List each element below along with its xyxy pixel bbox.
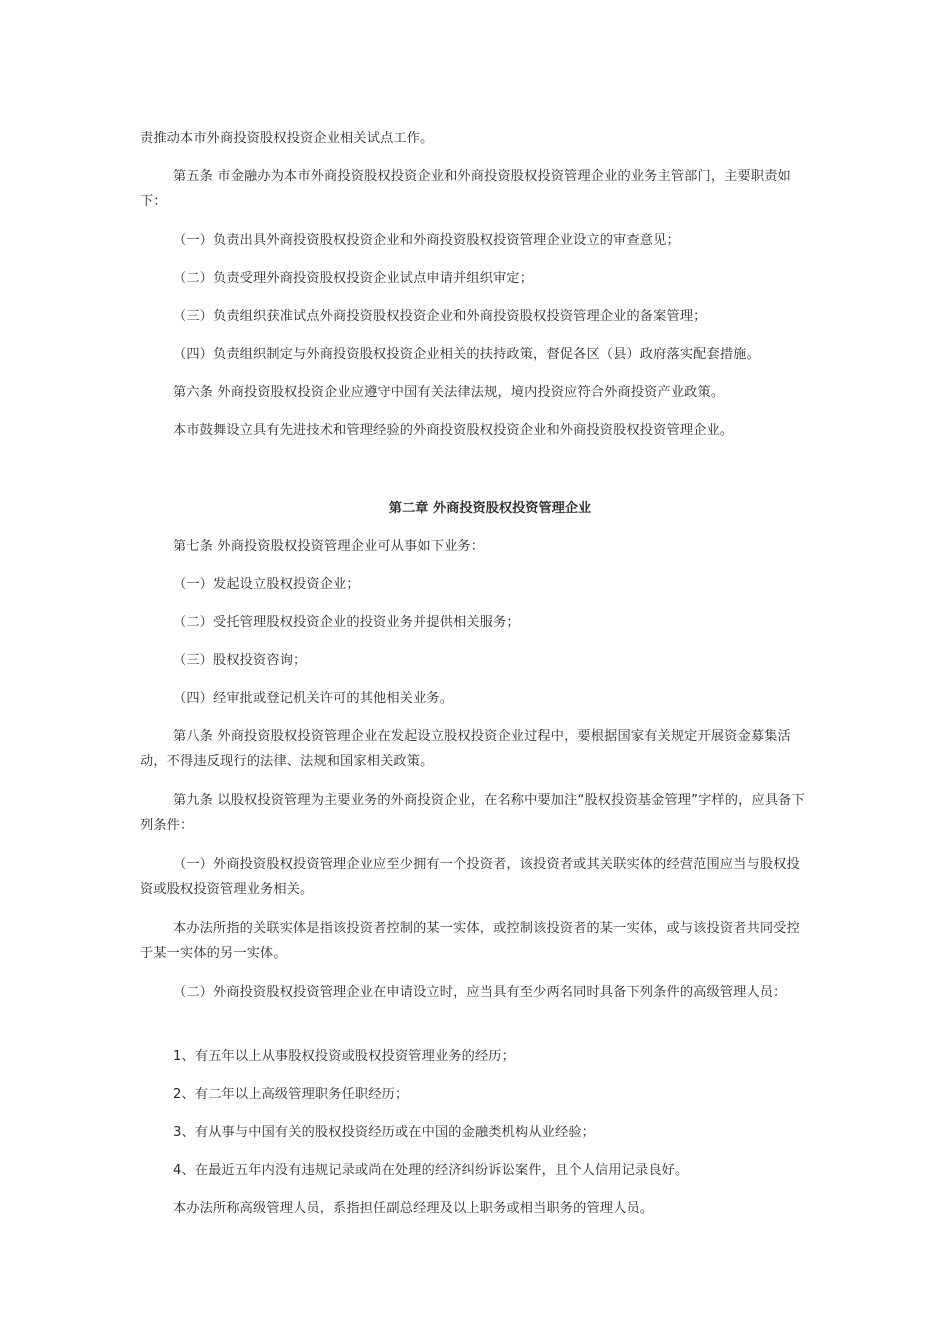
paragraph-condition-2: 2、有二年以上高级管理职务任职经历； (173, 1087, 409, 1102)
paragraph-article-7-item-1: （一）发起设立股权投资企业； (173, 577, 360, 592)
paragraph-article-9-item-1: （一）外商投资股权投资管理企业应至少拥有一个投资者，该投资者或其关联实体的经营范围应当与股权投资或股权投资管理业务相关。 (140, 857, 800, 897)
paragraph-related-entity-definition: 本办法所指的关联实体是指该投资者控制的某一实体，或控制该投资者的某一实体，或与该投资者共同受控于某一实体的另一实体。 (140, 921, 800, 961)
paragraph-article-9: 第九条 以股权投资管理为主要业务的外商投资企业，在名称中要加注“股权投资基金管理”字样的，应具备下列条件： (140, 793, 805, 833)
paragraph-article-7-item-3: （三）股权投资咨询； (173, 653, 307, 668)
paragraph-article-5: 第五条 市金融办为本市外商投资股权投资企业和外商投资股权投资管理企业的业务主管部门，主要职责如下： (140, 169, 791, 209)
paragraph-article-6: 第六条 外商投资股权投资企业应遵守中国有关法律法规，境内投资应符合外商投资产业政策。 (173, 385, 725, 400)
paragraph-article-5-item-1: （一）负责出具外商投资股权投资企业和外商投资股权投资管理企业设立的审查意见； (173, 233, 680, 248)
paragraph-article-9-item-2: （二）外商投资股权投资管理企业在申请设立时，应当具有至少两名同时具备下列条件的高级管理人员： (173, 985, 787, 1000)
paragraph-article-8: 第八条 外商投资股权投资管理企业在发起设立股权投资企业过程中，要根据国家有关规定开展资金募集活动，不得违反现行的法律、法规和国家相关政策。 (140, 729, 791, 769)
paragraph-article-5-item-2: （二）负责受理外商投资股权投资企业试点申请并组织审定； (173, 271, 534, 286)
paragraph-article-5-item-3: （三）负责组织获准试点外商投资股权投资企业和外商投资股权投资管理企业的备案管理； (173, 309, 707, 324)
chapter-heading: 第二章 外商投资股权投资管理企业 (388, 501, 592, 516)
paragraph-article-7-item-4: （四）经审批或登记机关许可的其他相关业务。 (173, 691, 454, 706)
paragraph-condition-4: 4、在最近五年内没有违规记录或尚在处理的经济纠纷诉讼案件，且个人信用记录良好。 (173, 1163, 689, 1178)
paragraph-senior-manager-definition: 本办法所称高级管理人员，系指担任副总经理及以上职务或相当职务的管理人员。 (173, 1201, 654, 1216)
paragraph-article-7: 第七条 外商投资股权投资管理企业可从事如下业务： (173, 539, 485, 554)
paragraph-article-7-item-2: （二）受托管理股权投资企业的投资业务并提供相关服务； (173, 615, 520, 630)
paragraph-condition-3: 3、有从事与中国有关的股权投资经历或在中国的金融类机构从业经验； (173, 1125, 595, 1140)
paragraph-article-5-item-4: （四）负责组织制定与外商投资股权投资企业相关的扶持政策，督促各区（县）政府落实配套措施。 (173, 347, 760, 362)
paragraph-continuation: 责推动本市外商投资股权投资企业相关试点工作。 (140, 131, 434, 146)
paragraph-condition-1: 1、有五年以上从事股权投资或股权投资管理业务的经历； (173, 1049, 515, 1064)
paragraph-article-6-encourage: 本市鼓舞设立具有先进技术和管理经验的外商投资股权投资企业和外商投资股权投资管理企业。 (173, 423, 734, 438)
